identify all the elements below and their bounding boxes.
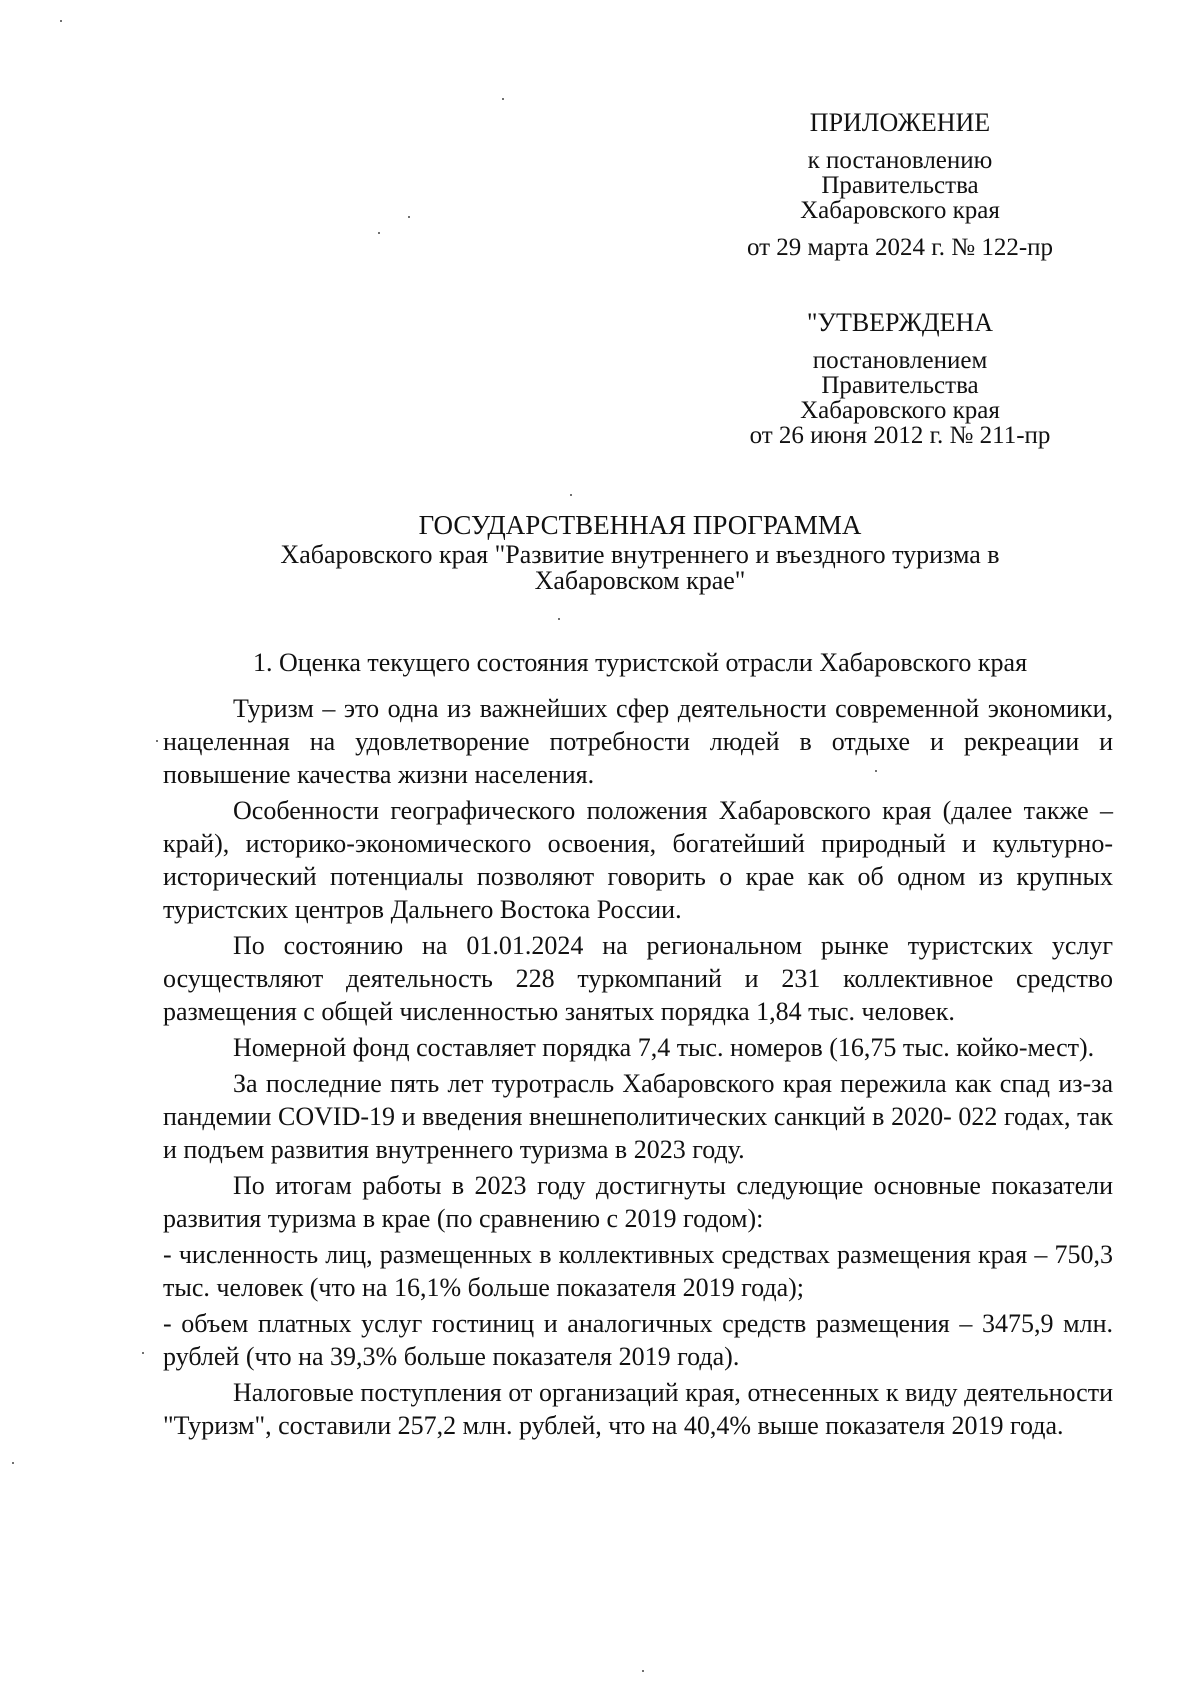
paragraph: Налоговые поступления от организаций края, отнесенных к виду деятельности "Туризм", составили 257,2 млн. рублей, что на 40,4% выше показателя 2019 года.: [163, 1378, 1113, 1440]
appendix-to-resolution: к постановлению: [807, 147, 993, 174]
approved-title: "УТВЕРЖДЕНА: [806, 308, 994, 337]
scan-speck: [570, 494, 572, 496]
program-subtitle-line2: Хабаровском крае": [534, 566, 746, 595]
appendix-region: Хабаровского края: [800, 197, 1000, 224]
paragraph: За последние пять лет туротрасль Хабаровского края пережила как спад из-за пандемии COVID-19 и введения внешнеполитических санкций в 2020- 022 годах, так и подъем развития внутреннего туризма в 2023 году.: [163, 1069, 1113, 1164]
section-title: 1. Оценка текущего состояния туристской отрасли Хабаровского края: [252, 648, 1028, 677]
approved-by-resolution: постановлением: [812, 347, 988, 374]
program-heading: [150, 510, 1130, 594]
appendix-title: ПРИЛОЖЕНИЕ: [809, 108, 991, 137]
bullet-item: - объем платных услуг гостиниц и аналогичных средств размещения – 3475,9 млн. рублей (что на 39,3% больше показателя 2019 года).: [163, 1309, 1113, 1371]
program-title: ГОСУДАРСТВЕННАЯ ПРОГРАММА: [418, 510, 862, 540]
scan-speck: [378, 232, 380, 234]
scan-speck: [142, 1352, 144, 1354]
body-text: [163, 692, 1113, 1445]
approved-region: Хабаровского края: [800, 397, 1000, 424]
paragraph: Номерной фонд составляет порядка 7,4 тыс. номеров (16,75 тыс. койко-мест).: [233, 1033, 1095, 1062]
scan-speck: [875, 770, 877, 772]
paragraph: По состоянию на 01.01.2024 на региональном рынке туристских услуг осуществляют деятельность 228 туркомпаний и 231 коллективное средство размещения с общей численностью занятых порядка 1,84 тыс. человек.: [163, 931, 1113, 1026]
scan-speck: [408, 216, 410, 218]
scan-speck: [642, 1670, 644, 1672]
approved-header: [700, 308, 1100, 448]
appendix-header: [700, 108, 1100, 260]
approved-government: Правительства: [821, 372, 979, 399]
paragraph: Туризм – это одна из важнейших сфер деятельности современной экономики, нацеленная на удовлетворение потребности людей в отдыхе и рекреации и повышение качества жизни населения.: [163, 694, 1113, 789]
appendix-date-number: от 29 марта 2024 г. № 122-пр: [746, 234, 1054, 261]
scan-speck: [12, 1462, 14, 1464]
approved-date-number: от 26 июня 2012 г. № 211-пр: [749, 422, 1051, 449]
scan-speck: [502, 98, 504, 100]
scan-speck: [558, 618, 560, 620]
bullet-item: - численность лиц, размещенных в коллективных средствах размещения края – 750,3 тыс. человек (что на 16,1% больше показателя 2019 года);: [163, 1240, 1113, 1302]
paragraph: По итогам работы в 2023 году достигнуты следующие основные показатели развития туризма в крае (по сравнению с 2019 годом):: [163, 1171, 1113, 1233]
scan-speck: [156, 740, 158, 742]
program-subtitle-line1: Хабаровского края "Развитие внутреннего и въездного туризма в: [280, 540, 1000, 569]
appendix-government: Правительства: [821, 172, 979, 199]
paragraph: Особенности географического положения Хабаровского края (далее также – край), историко-экономического освоения, богатейший природный и культурно-исторический потенциалы позволяют говорить о крае как об одном из крупных туристских центров Дальнего Востока России.: [163, 796, 1113, 924]
scan-speck: [60, 20, 62, 22]
